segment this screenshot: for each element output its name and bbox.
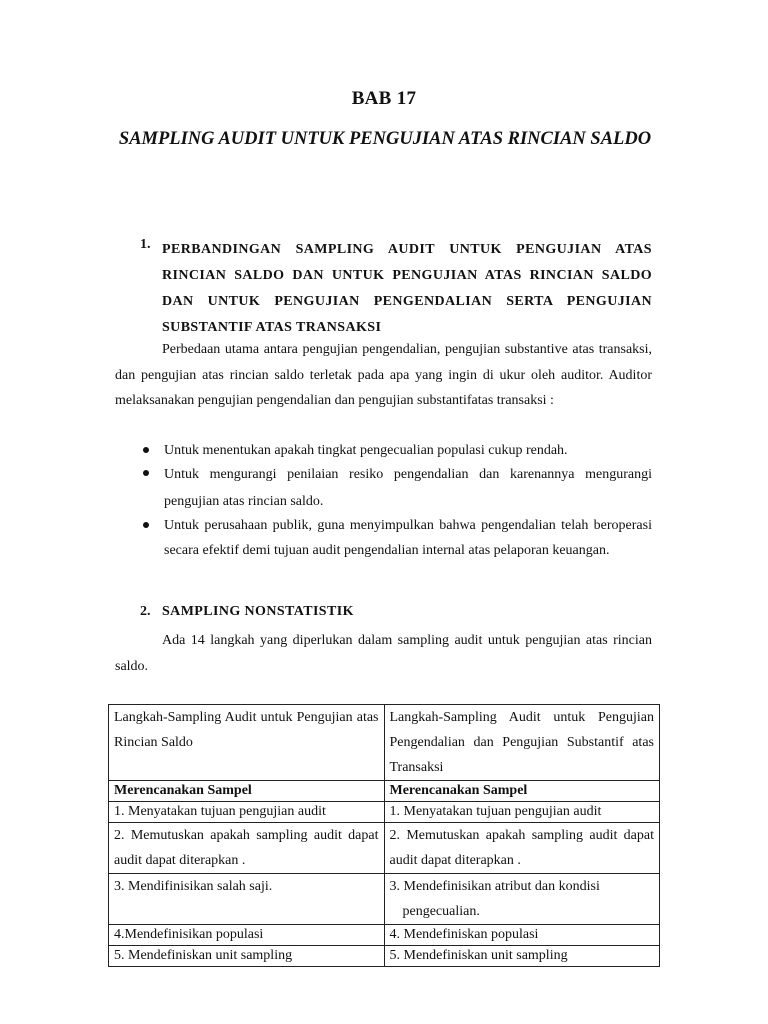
- bullet-dot-icon: [143, 522, 149, 528]
- table-group-row: [109, 781, 660, 802]
- table-cell: 1. Menyatakan tujuan pengujian audit: [384, 802, 660, 823]
- bullet-list: [140, 438, 652, 561]
- bullet-item: Untuk perusahaan publik, guna menyimpulkan bahwa pengendalian telah beroperasi secara efektif demi tujuan audit pengendalian internal atas pelaporan keuangan.: [140, 513, 652, 563]
- section-1-number: 1.: [140, 237, 151, 252]
- table-cell-line: 3. Mendefinisikan atribut dan kondisi: [389, 879, 600, 894]
- table-cell: 2. Memutuskan apakah sampling audit dapat audit dapat diterapkan .: [384, 823, 660, 874]
- table-cell-continuation: pengecualian.: [402, 904, 480, 919]
- table-header-row: [109, 705, 660, 781]
- table-header-cell: Langkah-Sampling Audit untuk Pengujian Pengendalian dan Pengujian Substantif atas Transaksi: [384, 705, 660, 781]
- table-group-cell: Merencanakan Sampel: [384, 781, 660, 802]
- table-header-cell: Langkah-Sampling Audit untuk Pengujian atas Rincian Saldo: [109, 705, 385, 781]
- table-row: [109, 874, 660, 925]
- section-1-paragraph: Perbedaan utama antara pengujian pengendalian, pengujian substantive atas transaksi, dan pengujian atas rincian saldo terletak pada apa yang ingin di ukur oleh auditor. Auditor melaksanakan pengujian pengendalian dan pengujian substantifatas transaksi :: [115, 342, 652, 408]
- table-row: [109, 925, 660, 946]
- table-cell: 3. Mendifinisikan salah saji.: [109, 874, 385, 925]
- section-2-title: SAMPLING NONSTATISTIK: [162, 604, 354, 619]
- table-cell: 2. Memutuskan apakah sampling audit dapat audit dapat diterapkan .: [109, 823, 385, 874]
- table-cell: 1. Menyatakan tujuan pengujian audit: [109, 802, 385, 823]
- chapter-title: SAMPLING AUDIT UNTUK PENGUJIAN ATAS RINCIAN SALDO: [118, 129, 652, 149]
- sampling-steps-table: [108, 704, 660, 967]
- table-cell: [384, 874, 660, 925]
- table-group-cell: Merencanakan Sampel: [109, 781, 385, 802]
- bullet-dot-icon: [143, 447, 149, 453]
- bullet-item: Untuk mengurangi penilaian resiko pengendalian dan karenannya mengurangi pengujian atas rincian saldo.: [140, 461, 652, 515]
- bullet-item: Untuk menentukan apakah tingkat pengecualian populasi cukup rendah.: [140, 438, 652, 463]
- table-cell: 5. Mendefiniskan unit sampling: [384, 946, 660, 967]
- table-cell: 5. Mendefiniskan unit sampling: [109, 946, 385, 967]
- table-row: [109, 823, 660, 874]
- section-1-title: PERBANDINGAN SAMPLING AUDIT UNTUK PENGUJIAN ATAS RINCIAN SALDO DAN UNTUK PENGUJIAN ATAS RINCIAN SALDO DAN UNTUK PENGUJIAN PENGENDALIAN SERTA PENGUJIAN SUBSTANTIF ATAS TRANSAKSI: [162, 242, 652, 335]
- table-row: [109, 946, 660, 967]
- section-2-number: 2.: [140, 604, 151, 619]
- bullet-dot-icon: [143, 470, 149, 476]
- table-cell: 4.Mendefinisikan populasi: [109, 925, 385, 946]
- table-cell: 4. Mendefiniskan populasi: [384, 925, 660, 946]
- table-row: [109, 802, 660, 823]
- section-2-paragraph: Ada 14 langkah yang diperlukan dalam sampling audit untuk pengujian atas rincian saldo.: [115, 633, 652, 674]
- chapter-heading: BAB 17: [351, 88, 417, 109]
